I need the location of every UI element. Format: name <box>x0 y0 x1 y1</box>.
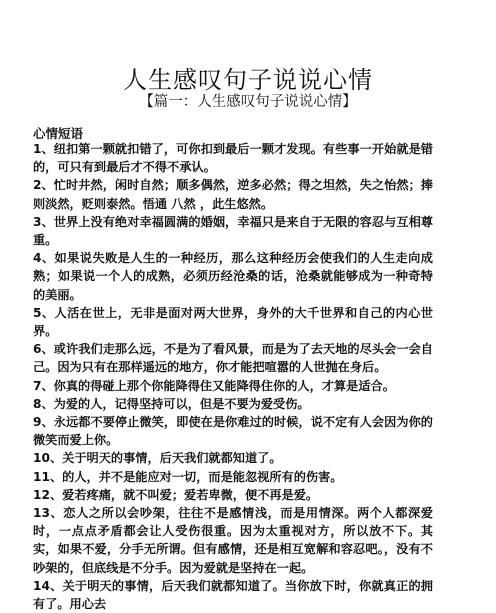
body-text <box>33 140 433 613</box>
paragraph: 9、永远都不要停止微笑，即使在是你难过的时候，说不定有人会因为你的微笑而爱上你。 <box>33 415 433 448</box>
paragraph: 14、关于明天的事情，后天我们就都知道了。当你放下时，你就真正的拥有了。用心去 <box>33 578 433 612</box>
paragraph: 12、爱若疼痛，就不叫爱；爱若卑微，便不再是爱。 <box>33 487 319 502</box>
section-heading: 心情短语 <box>33 126 84 141</box>
document-subtitle: 【篇一：人生感叹句子说说心情】 <box>139 94 357 110</box>
paragraph: 10、关于明天的事情，后天我们就都知道了。 <box>33 451 282 466</box>
paragraph: 6、或许我们走那么远，不是为了看风景，而是为了去天地的尽头会一会自己。因为只有在那样遥远的地方，你才能把喧嚣的人世抛在身后。 <box>33 342 433 375</box>
paragraph: 8、为爱的人，记得坚持可以，但是不要为爱受伤。 <box>33 396 310 411</box>
paragraph: 3、世界上没有绝对幸福圆满的婚姻，幸福只是来自于无限的容忍与互相尊重。 <box>33 214 433 248</box>
paragraph: 1、纽扣第一颗就扣错了，可你扣到最后一颗才发现。有些事一开始就是错的，可只有到最后才不得不承认。 <box>33 142 433 175</box>
paragraph: 2、忙时井然，闲时自然；顺多偶然，逆多必然；得之坦然，失之怡然；捧则淡然，贬则泰然。悟通 八然 ，此生悠然。 <box>33 178 433 211</box>
paragraph: 4、如果说失败是人生的一种经历，那么这种经历会使我们的人生走向成熟；如果说一个人的成熟，必须历经沧桑的话，沧桑就能够成为一种奇特的美丽。 <box>33 251 433 302</box>
paragraph: 7、你真的得碰上那个你能降得住又能降得住你的人，才算是适合。 <box>33 378 395 393</box>
paragraph: 11、的人，并不是能应对一切，而是能忽视所有的伤害。 <box>33 469 343 484</box>
paragraph: 5、人活在世上，无非是面对两大世界，身外的大千世界和自己的内心世界。 <box>33 305 433 339</box>
document-title: 人生感叹句子说说心情 <box>123 66 373 94</box>
paragraph: 13、恋人之所以会吵架，往往不是感情浅，而是用情深。两个人都深爱时，一点点矛盾都会让人受伤很重。因为太重视对方，所以放不下。其实，如果不爱，分手无所谓。但有感情，还是相互宽解和容忍吧。，没有不吵架的，但底线是不分手。因为爱就是坚持在一起。 <box>33 506 433 575</box>
